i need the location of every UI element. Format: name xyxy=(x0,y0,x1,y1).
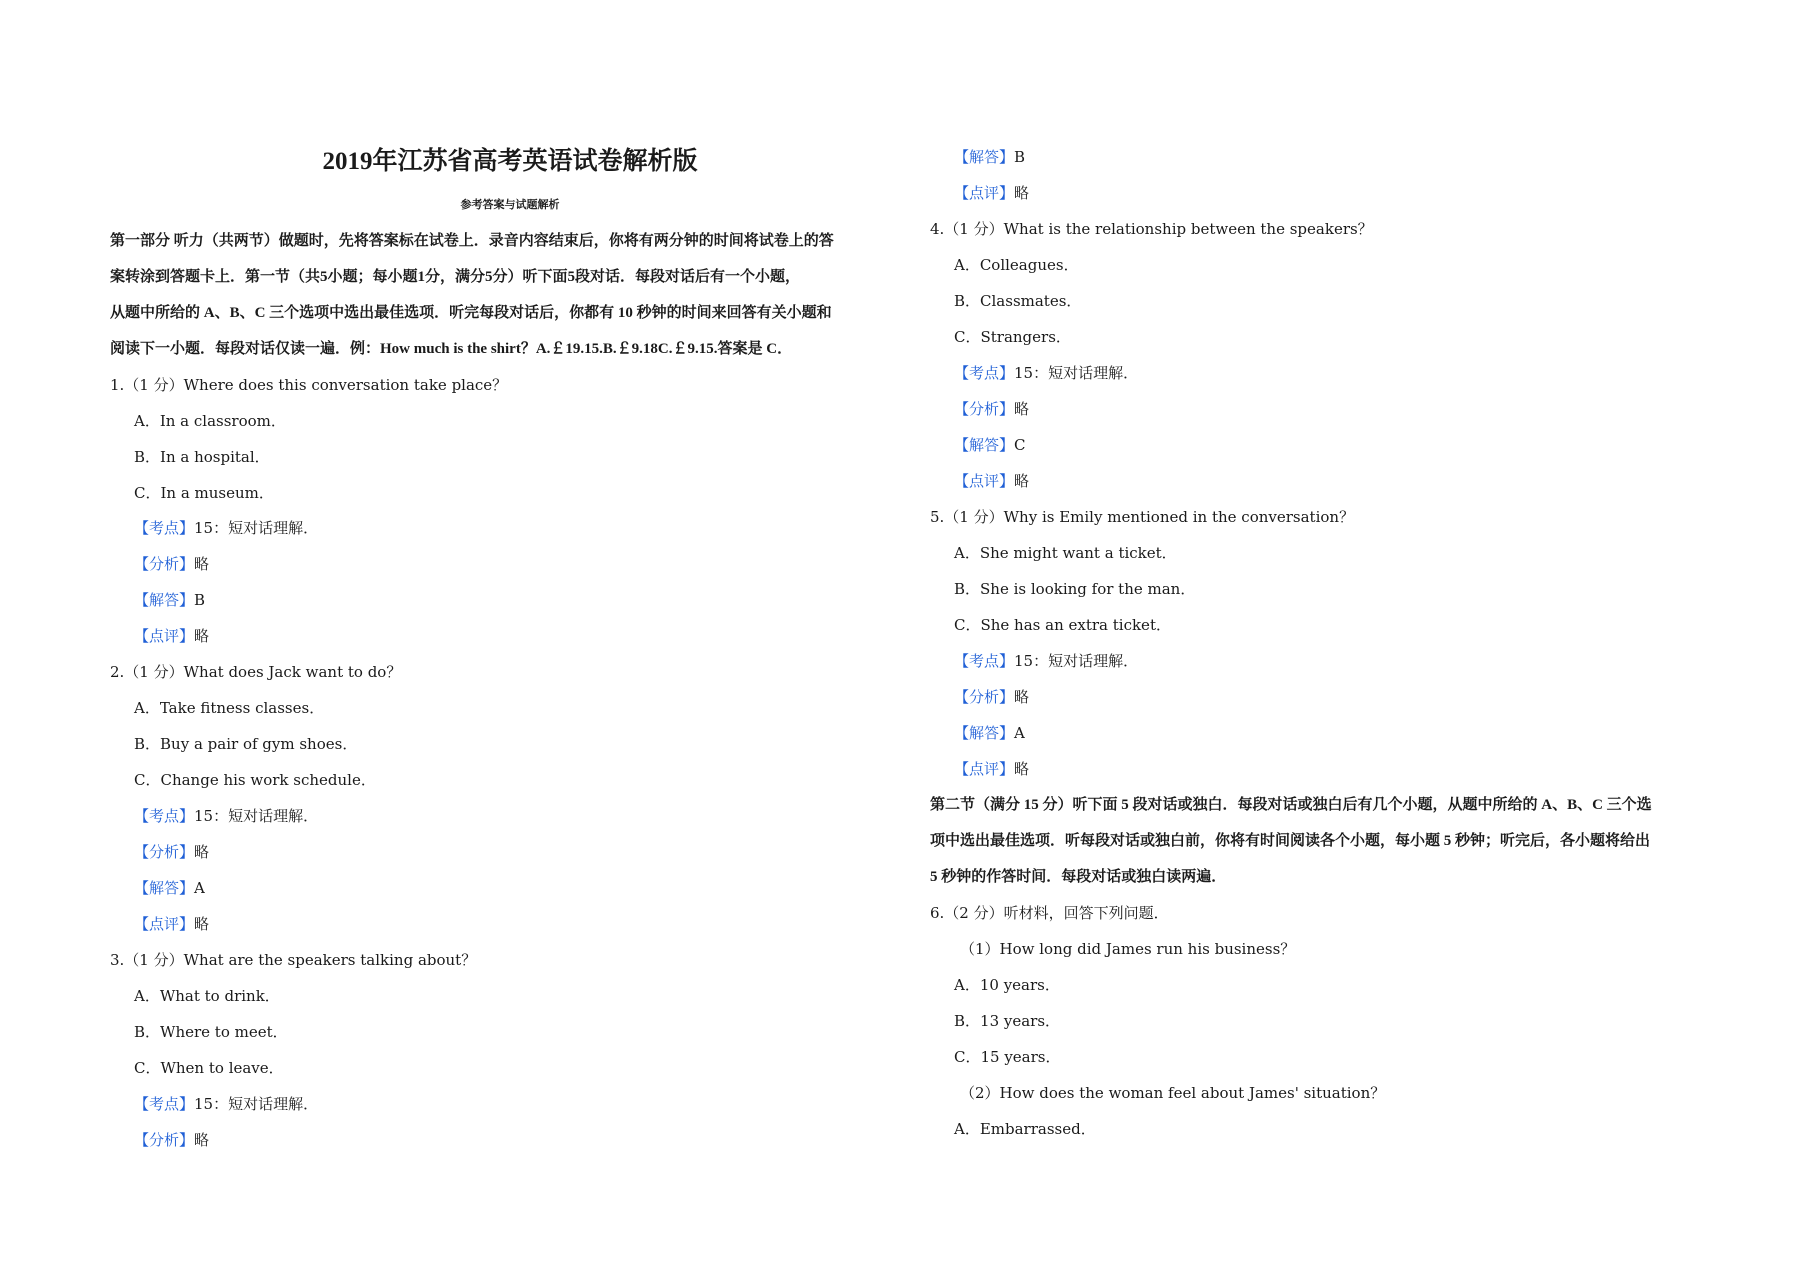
option-c: C．In a museum． xyxy=(134,484,274,502)
jieda-tag: 【解答】 xyxy=(954,148,1015,166)
kaodian-text: 15：短对话理解． xyxy=(194,1095,319,1113)
jieda-tag: 【解答】 xyxy=(134,591,195,609)
kaodian-text: 15：短对话理解． xyxy=(1014,652,1139,670)
option-b: B．In a hospital． xyxy=(134,448,270,466)
kaodian-text: 15：短对话理解． xyxy=(194,807,319,825)
section2-line-1: 第二节（满分 15 分）听下面 5 段对话或独白．每段对话或独白后有几个小题，从题中所给的 A、B、C 三个选 xyxy=(930,797,1652,813)
dianping-row xyxy=(930,759,1029,779)
dianping-tag: 【点评】 xyxy=(954,760,1015,778)
fenxi-text: 略 xyxy=(1014,400,1030,418)
fenxi-tag: 【分析】 xyxy=(134,1131,195,1149)
section2-line-3: 5 秒钟的作答时间．每段对话或独白读两遍． xyxy=(930,869,1227,885)
fenxi-text: 略 xyxy=(194,843,210,861)
kaodian-row xyxy=(930,363,1138,383)
option-b: B．Classmates． xyxy=(954,292,1082,310)
option-c: C．She has an extra ticket． xyxy=(954,616,1171,634)
fenxi-row xyxy=(110,554,209,574)
kaodian-tag: 【考点】 xyxy=(954,364,1015,382)
jieda-row xyxy=(110,590,205,610)
kaodian-row xyxy=(110,518,318,538)
fenxi-tag: 【分析】 xyxy=(134,555,195,573)
fenxi-text: 略 xyxy=(194,1131,210,1149)
page-title: 2019年江苏省高考英语试卷解析版 xyxy=(322,148,698,175)
option-c: C．Change his work schedule． xyxy=(134,771,376,789)
dianping-text: 略 xyxy=(1014,184,1030,202)
kaodian-row xyxy=(110,806,318,826)
option-b: B．Buy a pair of gym shoes． xyxy=(134,735,358,753)
page-subtitle: 参考答案与试题解析 xyxy=(460,199,560,211)
jieda-tag: 【解答】 xyxy=(954,436,1015,454)
option-a: A．What to drink． xyxy=(134,987,280,1005)
kaodian-tag: 【考点】 xyxy=(954,652,1015,670)
jieda-tag: 【解答】 xyxy=(954,724,1015,742)
option-c: C．Strangers． xyxy=(954,328,1071,346)
question-stem: 2.（1 分）What does Jack want to do？ xyxy=(110,663,402,681)
jieda-tag: 【解答】 xyxy=(134,879,195,897)
question-stem: 6.（2 分）听材料，回答下列问题． xyxy=(930,904,1169,922)
dianping-row xyxy=(930,471,1029,491)
sub-question: （1）How long did James run his business？ xyxy=(960,940,1296,958)
fenxi-tag: 【分析】 xyxy=(954,688,1015,706)
dianping-tag: 【点评】 xyxy=(954,472,1015,490)
question-stem: 1.（1 分）Where does this conversation take place？ xyxy=(110,376,508,394)
dianping-text: 略 xyxy=(1014,760,1030,778)
dianping-tag: 【点评】 xyxy=(134,915,195,933)
dianping-tag: 【点评】 xyxy=(134,627,195,645)
option-c: C．When to leave． xyxy=(134,1059,284,1077)
dianping-text: 略 xyxy=(194,627,210,645)
section2-line-2: 项中选出最佳选项．听每段对话或独白前，你将有时间阅读各个小题，每小题 5 秒钟；听完后，各小题将给出 xyxy=(930,833,1651,849)
jieda-row xyxy=(930,147,1025,167)
kaodian-row xyxy=(110,1094,318,1114)
intro-line-4: 阅读下一小题．每段对话仅读一遍．例：How much is the shirt？A.￡19.15.B.￡9.18C.￡9.15.答案是 C． xyxy=(110,341,793,357)
option-b: B．13 years． xyxy=(954,1012,1061,1030)
fenxi-row xyxy=(110,1130,209,1150)
option-a: A．She might want a ticket． xyxy=(954,544,1177,562)
question-stem: 3.（1 分）What are the speakers talking about？ xyxy=(110,951,477,969)
fenxi-row xyxy=(930,399,1029,419)
option-c: C．15 years． xyxy=(954,1048,1061,1066)
question-stem: 5.（1 分）Why is Emily mentioned in the conversation？ xyxy=(930,508,1355,526)
fenxi-row xyxy=(930,687,1029,707)
jieda-row xyxy=(110,878,205,898)
jieda-text: B xyxy=(194,591,206,609)
jieda-row xyxy=(930,435,1026,455)
option-a: A．In a classroom． xyxy=(134,412,286,430)
kaodian-tag: 【考点】 xyxy=(134,807,195,825)
option-a: A．Take fitness classes． xyxy=(134,699,325,717)
kaodian-row xyxy=(930,651,1138,671)
kaodian-text: 15：短对话理解． xyxy=(1014,364,1139,382)
option-b: B．She is looking for the man． xyxy=(954,580,1196,598)
fenxi-row xyxy=(110,842,209,862)
kaodian-tag: 【考点】 xyxy=(134,519,195,537)
kaodian-tag: 【考点】 xyxy=(134,1095,195,1113)
dianping-row xyxy=(110,626,209,646)
intro-line-3: 从题中所给的 A、B、C 三个选项中选出最佳选项．听完每段对话后，你都有 10 秒钟的时间来回答有关小题和 xyxy=(110,305,832,321)
option-a: A．Embarrassed． xyxy=(954,1120,1096,1138)
dianping-tag: 【点评】 xyxy=(954,184,1015,202)
intro-line-2: 案转涂到答题卡上．第一节（共5小题；每小题1分，满分5分）听下面5段对话．每段对话后有一个小题， xyxy=(110,269,801,285)
jieda-text: A xyxy=(194,879,205,897)
fenxi-tag: 【分析】 xyxy=(134,843,195,861)
dianping-row xyxy=(930,183,1029,203)
sub-question: （2）How does the woman feel about James' situation？ xyxy=(960,1084,1386,1102)
jieda-row xyxy=(930,723,1025,743)
kaodian-text: 15：短对话理解． xyxy=(194,519,319,537)
intro-line-1: 第一部分 听力（共两节）做题时，先将答案标在试卷上．录音内容结束后，你将有两分钟的时间将试卷上的答 xyxy=(110,233,834,249)
fenxi-text: 略 xyxy=(194,555,210,573)
jieda-text: B xyxy=(1014,148,1026,166)
dianping-text: 略 xyxy=(1014,472,1030,490)
option-a: A．Colleagues． xyxy=(954,256,1079,274)
question-stem: 4.（1 分）What is the relationship between the speakers？ xyxy=(930,220,1373,238)
jieda-text: C xyxy=(1014,436,1026,454)
option-a: A．10 years． xyxy=(954,976,1060,994)
option-b: B．Where to meet． xyxy=(134,1023,288,1041)
fenxi-tag: 【分析】 xyxy=(954,400,1015,418)
dianping-text: 略 xyxy=(194,915,210,933)
jieda-text: A xyxy=(1014,724,1025,742)
dianping-row xyxy=(110,914,209,934)
fenxi-text: 略 xyxy=(1014,688,1030,706)
